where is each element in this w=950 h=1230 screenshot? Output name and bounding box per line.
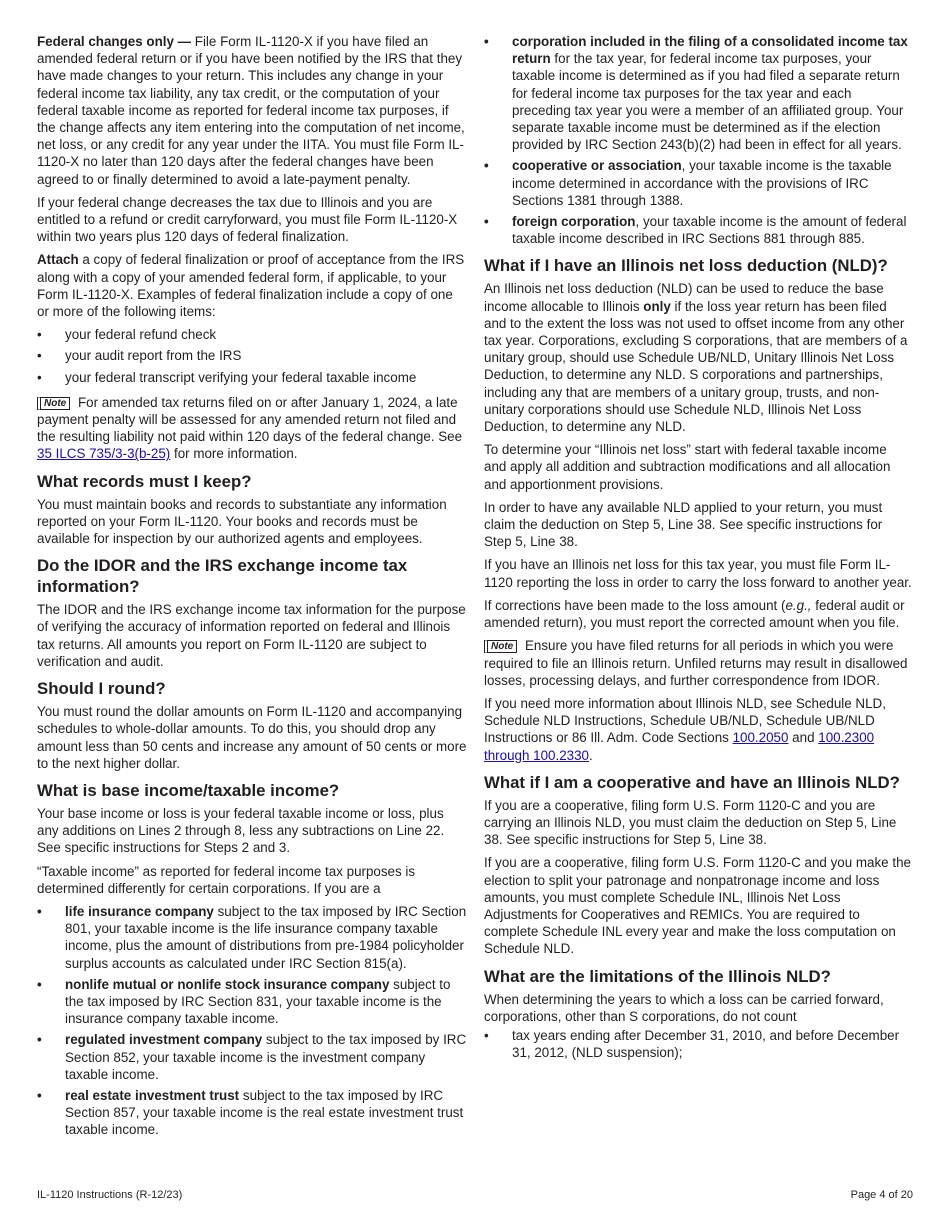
records-paragraph: You must maintain books and records to substantiate any information reported on your Form IL-1120. Your books and records must be available for inspection by our authorized agents and employees. [37,496,447,547]
taxable-income-paragraph: “Taxable income” as reported for federal income tax purposes is determined differently for certain corporations. If you are a [37,863,416,896]
note-icon: Note [37,397,70,410]
nld-paragraph: If corrections have been made to the loss amount (e.g., federal audit or amended return), you must report the corrected amount when you file. [484,597,905,631]
nld-paragraph: In order to have any available NLD applied to your return, you must claim the deduction on Step 5, Line 38. See specific instructions for Step 5, Line 38. [484,499,883,550]
nld-paragraph: If you need more information about Illinois NLD, see Schedule NLD, Schedule NLD Instructions, Schedule UB/NLD, Schedule UB/NLD Instructions or 86 Ill. Adm. Code Sections 100.2050 and 100.2300 through 100.2330. [484,695,886,763]
cooperative-heading: What if I am a cooperative and have an Illinois NLD? [484,772,900,792]
footer-page-number: Page 4 of 20 [850,1189,913,1201]
attach-paragraph: Attach a copy of federal finalization or proof of acceptance from the IRS along with a copy of your amended federal form, if applicable, to your Form IL-1120-X. Examples of federal finalization include a copy of one or more of the following items: [37,252,465,320]
list-item: • corporation included in the filing of a consolidated income tax return for the tax year, for federal income tax purposes, your taxable income is determined as if you had filed a separate return for federal income tax purposes for the tax year and each preceding tax year you were a member of an affiliated group. Your separate taxable income must be determined as if the election provided by IRC Section 243(b)(2) had been in effect for all years. [484,34,908,153]
list-item: • cooperative or association, your taxable income is the taxable income determined in accordance with the provisions of IRC Sections 1381 through 1388. [484,158,892,208]
refund-paragraph: If your federal change decreases the tax due to Illinois and you are entitled to a refund or credit carryforward, you must file Form IL-1120-X within two years plus 120 days of federal finalization. [37,194,458,245]
section-100-2300-link[interactable]: 100.2300 through 100.2330 [484,730,875,763]
nld-paragraph: If you have an Illinois net loss for this tax year, you must file Form IL-1120 reporting the loss in order to carry the loss forward to another year. [484,557,912,590]
cooperative-paragraph: If you are a cooperative, filing form U.S. Form 1120-C and you are carrying an Illinois NLD, you must claim the deduction on Step 5, Line 38. See specific instructions for Step 5, Line 38. [484,797,897,848]
note-paragraph: Note For amended tax returns filed on or after January 1, 2024, a late payment penalty will be assessed for any amended return not filed and the resulting liability not paid within 120 days of the federal change. See 35 ILCS 735/3-3(b-25) for more information. [37,394,463,462]
left-column [37,33,467,1143]
list-item: • your federal transcript verifying your federal taxable income [37,369,417,385]
note-icon: Note [484,640,517,653]
limitations-heading: What are the limitations of the Illinois NLD? [484,966,831,986]
federal-changes-lead: Federal changes only — [37,34,192,49]
list-item: • your audit report from the IRS [37,348,242,364]
exchange-paragraph: The IDOR and the IRS exchange income tax information for the purpose of verifying the accuracy of information reported on federal and Illinois tax returns. All amounts you report on Form IL-1120 are subject to verification and audit. [37,602,466,669]
records-heading: What records must I keep? [37,471,252,491]
ilcs-link[interactable]: 35 ILCS 735/3-3(b-25) [37,446,171,462]
federal-changes-paragraph: Federal changes only — File Form IL-1120-X if you have filed an amended federal return or if you have been notified by the IRS that they have made changes to your return. This includes any change in your federal income tax liability, any tax credit, or the computation of your federal taxable income as reported for federal income tax purposes, if the change affects any item entering into the computation of net income, net loss, or any credit for any year under the IITA. You must file Form IL-1120-X no later than 120 days after the federal changes have been agreed to or finally determined to avoid a late-payment penalty. [37,34,465,187]
footer-form-id: IL-1120 Instructions (R-12/23) [37,1189,183,1201]
base-income-paragraph: Your base income or loss is your federal taxable income or loss, plus any additions on Lines 2 through 8, less any subtractions on Line 22. See specific instructions for Steps 2 and 3. [37,805,445,856]
round-paragraph: You must round the dollar amounts on Form IL-1120 and accompanying schedules to whole-dollar amounts. To do this, you should drop any amount less than 50 cents and increase any amount of 50 cents or more to the next higher dollar. [37,704,467,771]
nld-heading: What if I have an Illinois net loss deduction (NLD)? [484,256,888,276]
list-item: • nonlife mutual or nonlife stock insurance company subject to the tax imposed by IRC Section 831, your taxable income is the insurance company taxable income. [37,976,451,1027]
section-100-2050-link[interactable]: 100.2050 [732,730,789,746]
base-income-heading: What is base income/taxable income? [37,780,340,800]
note-paragraph: Note Ensure you have filed returns for all periods in which you were required to file an Illinois return. Unfiled returns may result in disallowed losses, processing delays, and further correspondence from IDOR. [484,638,908,688]
list-item: • foreign corporation, your taxable income is the amount of federal taxable income described in IRC Sections 881 through 885. [484,214,907,247]
list-item: • your federal refund check [37,327,217,343]
nld-paragraph: An Illinois net loss deduction (NLD) can be used to reduce the base income allocable to Illinois only if the loss year return has been filed and to the extent the loss was not used to offset income from any other tax year. Corporations, excluding S corporations, that are members of a unitary group, should use Schedule UB/NLD, Unitary Illinois Net Loss Deduction, to determine any NLD. S corporations and partnerships, including any that are members of a unitary group, trusts, and non-unitary corporations should use Schedule NLD, Illinois Net Loss Deduction, to determine any NLD. [484,281,908,435]
round-heading: Should I round? [37,679,166,699]
list-item: • tax years ending after December 31, 2010, and before December 31, 2012, (NLD suspension); [484,1027,900,1061]
list-item: • regulated investment company subject to the tax imposed by IRC Section 852, your taxable income is the investment company taxable income. [37,1032,467,1082]
right-column [484,33,912,1065]
limitations-paragraph: When determining the years to which a loss can be carried forward, corporations, other than S corporations, do not count [484,991,884,1024]
cooperative-paragraph: If you are a cooperative, filing form U.S. Form 1120-C and you make the election to split your patronage and nonpatronage income and loss amounts, you must complete Schedule INL, Illinois Net Loss Adjustments for Cooperatives and REMICs. You are required to complete Schedule INL every year and make the loss computation on Schedule NLD. [484,855,911,957]
list-item: • life insurance company subject to the tax imposed by IRC Section 801, your taxable income is the life insurance company taxable income, plus the amount of distributions from pre-1984 policyholder surplus accounts as calculated under IRC Section 815(a). [37,903,467,971]
exchange-heading: Do the IDOR and the IRS exchange income tax information? [37,556,408,597]
list-item: • real estate investment trust subject to the tax imposed by IRC Section 857, your taxable income is the real estate investment trust taxable income. [37,1087,464,1138]
nld-paragraph: To determine your “Illinois net loss” start with federal taxable income and apply all addition and subtraction modifications and all allocation and apportionment provisions. [484,442,891,492]
